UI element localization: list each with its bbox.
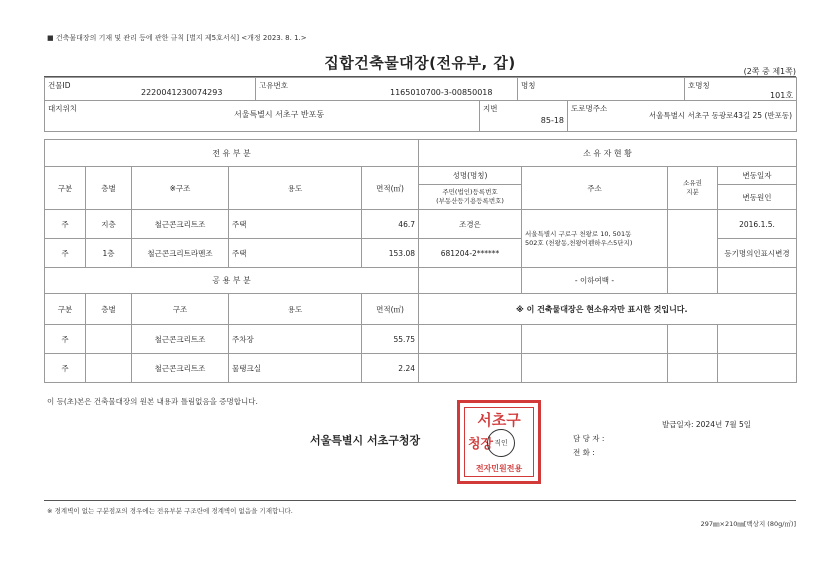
road-cell [568, 101, 797, 132]
owner-change-date: 2016.1.5. [718, 210, 797, 239]
excl-row-2-type: 주 [45, 239, 86, 268]
excl-row-1-type: 주 [45, 210, 86, 239]
excl-header-floor: 층별 [86, 167, 132, 210]
lot-cell [480, 101, 568, 132]
owner-note: ※ 이 건축물대장은 현소유자만 표시한 것입니다. [516, 305, 688, 314]
excl-header-type: 구분 [45, 167, 86, 210]
road-label: 도로명주소 [571, 104, 608, 113]
owner-name: 조경은 [419, 210, 522, 239]
common-row-1-use: 주차장 [229, 325, 362, 354]
info-table [44, 77, 797, 132]
owner-empty-2c [668, 354, 718, 383]
owner-blank-share [668, 268, 718, 294]
excl-row-1-use: 주택 [229, 210, 362, 239]
staff-info [573, 432, 604, 460]
site-label: 대지위치 [48, 104, 77, 113]
owner-empty-2d [718, 354, 797, 383]
issuer-name: 서울특별시 서초구청장 [310, 434, 421, 447]
staff-label: 담 당 자 : [573, 434, 605, 443]
footer-note: ※ 경계벽이 없는 구분점포의 경우에는 전유부분 구조란에 경계벽이 없음을 기재합니다. [47, 507, 293, 515]
excl-row-2-structure: 철근콘크리트라멘조 [132, 239, 229, 268]
certification-statement: 이 등(초)본은 건축물대장의 원본 내용과 틀림없음을 증명합니다. [47, 397, 258, 406]
owner-section-title: 소 유 자 현 황 [419, 140, 797, 167]
building-id-cell [45, 78, 256, 101]
name-cell [518, 78, 685, 101]
common-row-2-use: 물탱크실 [229, 354, 362, 383]
owner-empty-1b [522, 325, 668, 354]
road-value: 서울특별시 서초구 동광로43길 25 (반포동) [648, 111, 793, 120]
lot-label: 지번 [483, 104, 498, 113]
common-row-1-floor [86, 325, 132, 354]
owner-header-address: 주소 [522, 167, 668, 210]
common-header-floor: 층별 [86, 294, 132, 325]
common-header-structure: 구조 [132, 294, 229, 325]
excl-row-2-area: 153.08 [362, 239, 419, 268]
owner-share [668, 210, 718, 268]
excl-row-1-structure: 철근콘크리트조 [132, 210, 229, 239]
owner-change-reason: 등기명의인표시변경 [718, 239, 797, 268]
paper-spec: 297㎜×210㎜[백상지 (80g/㎡)] [700, 520, 796, 528]
unique-no-label: 고유번호 [259, 81, 288, 90]
building-id-value: 2220041230074293 [141, 88, 223, 97]
unique-no-value: 1165010700-3-00850018 [390, 88, 493, 97]
unique-no-cell [256, 78, 518, 101]
owner-header-id: 주민(법인)등록번호 (부동산등기용등록번호) [419, 185, 522, 210]
regulation-note: ■ 건축물대장의 기재 및 관리 등에 관한 규칙 [별지 제5호서식] <개정 2023. 8. 1.> [47, 34, 307, 42]
blank-note: - 이하여백 - [522, 268, 668, 294]
exclusive-section-title: 전 유 부 분 [45, 140, 419, 167]
owner-note-tail [718, 294, 797, 325]
common-header-type: 구분 [45, 294, 86, 325]
excl-header-area: 면적(㎡) [362, 167, 419, 210]
site-cell [45, 101, 480, 132]
page-info: (2쪽 중 제1쪽) [743, 67, 796, 76]
common-row-2-structure: 철근콘크리트조 [132, 354, 229, 383]
unit-cell [685, 78, 797, 101]
excl-row-1-area: 46.7 [362, 210, 419, 239]
owner-note-cell [419, 294, 718, 325]
owner-empty-1d [718, 325, 797, 354]
owner-empty-2b [522, 354, 668, 383]
owner-header-change-date: 변동일자 [718, 167, 797, 185]
main-table [44, 139, 797, 383]
page-title: 집합건축물대장(전유부, 갑) [324, 54, 516, 72]
unit-value: 101호 [770, 91, 794, 100]
excl-row-1-floor: 지층 [86, 210, 132, 239]
seal-round-stamp: 직인 [487, 429, 515, 457]
common-row-1-area: 55.75 [362, 325, 419, 354]
common-row-1-type: 주 [45, 325, 86, 354]
common-row-2-area: 2.24 [362, 354, 419, 383]
building-id-label: 건물ID [48, 81, 71, 90]
owner-empty-1c [668, 325, 718, 354]
excl-row-2-use: 주택 [229, 239, 362, 268]
owner-header-change-reason: 변동원인 [718, 185, 797, 210]
common-row-2-floor [86, 354, 132, 383]
lot-value: 85-18 [540, 116, 565, 125]
seal-top-text: 서초구 [477, 411, 521, 429]
phone-label: 전 화 : [573, 448, 595, 457]
common-row-1-structure: 철근콘크리트조 [132, 325, 229, 354]
owner-blank-cell [419, 268, 522, 294]
owner-empty-2a [419, 354, 522, 383]
excl-header-use: 용도 [229, 167, 362, 210]
seal-mid-text: 청장 [468, 437, 494, 452]
owner-id: 681204-2****** [419, 239, 522, 268]
owner-empty-1a [419, 325, 522, 354]
issue-date: 발급일자: 2024년 7월 5일 [662, 420, 752, 429]
official-seal [457, 400, 541, 484]
common-header-area: 면적(㎡) [362, 294, 419, 325]
seal-bottom-text: 전자민원전용 [475, 463, 523, 473]
unit-label: 호명칭 [688, 81, 710, 90]
common-row-2-type: 주 [45, 354, 86, 383]
owner-header-share: 소유권 지분 [668, 167, 718, 210]
bottom-rule [44, 500, 796, 501]
common-section-title: 공 용 부 분 [45, 268, 419, 294]
owner-blank-date [718, 268, 797, 294]
common-header-use: 용도 [229, 294, 362, 325]
excl-header-structure: ※구조 [132, 167, 229, 210]
owner-address: 서울특별시 구로구 천왕로 10, 501동 502호 (천왕동,천왕이펜하우스5단지) [522, 210, 668, 268]
name-label: 명칭 [521, 81, 536, 90]
excl-row-2-floor: 1층 [86, 239, 132, 268]
owner-header-name: 성명(명칭) [419, 167, 522, 185]
site-value: 서울특별시 서초구 반포동 [234, 110, 325, 119]
